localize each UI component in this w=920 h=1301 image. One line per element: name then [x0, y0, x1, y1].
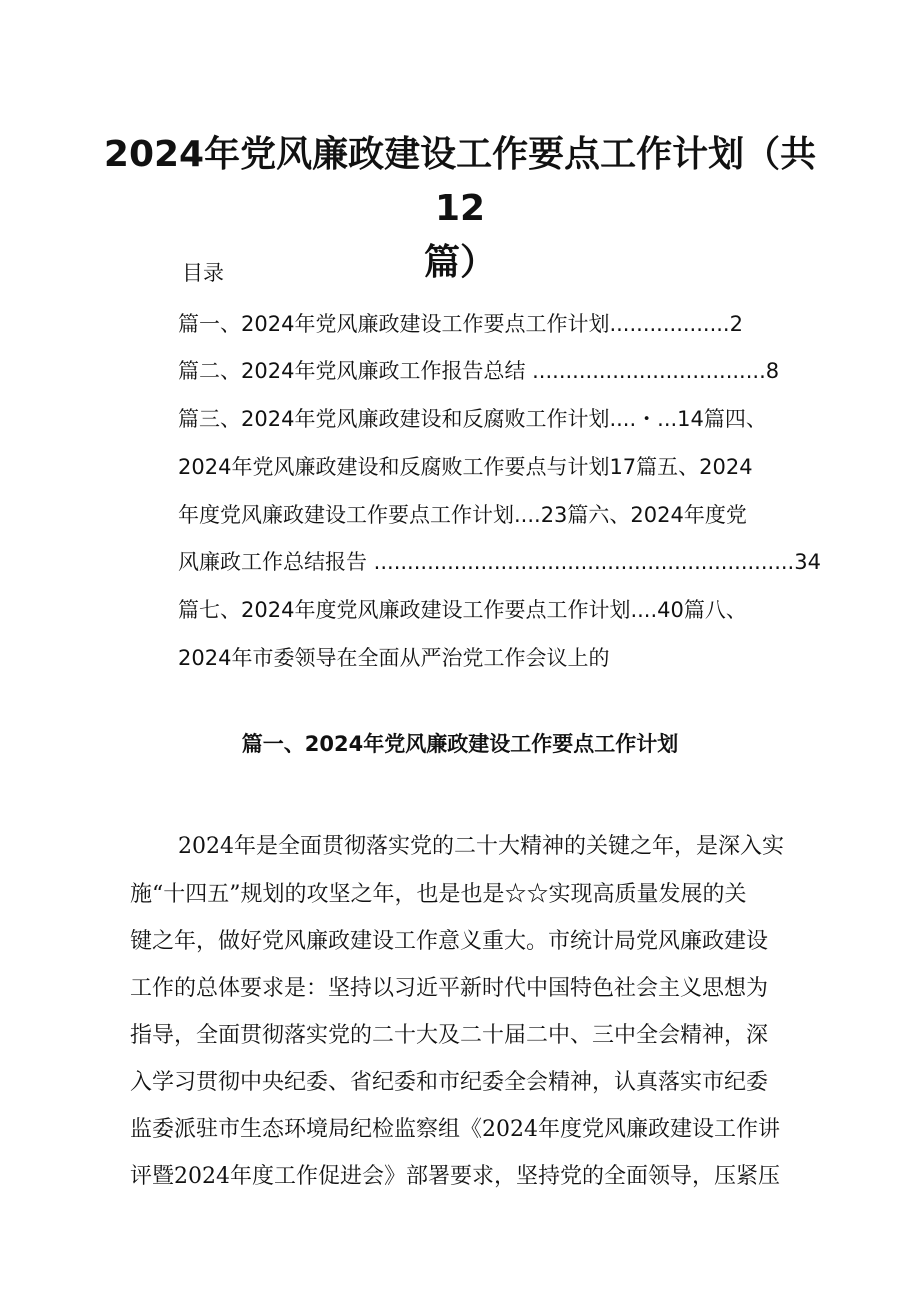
toc-line[interactable]: 篇二、2024年党风廉政工作报告总结 ...................................8	[178, 359, 780, 383]
body-line: 监委派驻市生态环境局纪检监察组《2024年度党风廉政建设工作讲	[130, 1117, 780, 1142]
body-line: 评暨2024年度工作促进会》部署要求，坚持党的全面领导，压紧压	[130, 1164, 780, 1189]
toc-line[interactable]: 风廉政工作总结报告 ...............................................................34	[178, 550, 821, 574]
toc-line[interactable]: 篇七、2024年度党风廉政建设工作要点工作计划....40篇八、	[178, 598, 747, 622]
body-line: 施“十四五”规划的攻坚之年，也是也是☆☆实现高质量发展的关	[130, 882, 747, 907]
title-line-2: 篇）	[423, 242, 496, 283]
body-line: 指导，全面贯彻落实党的二十大及二十届二中、三中全会精神，深	[130, 1023, 769, 1048]
section-heading: 篇一、2024年党风廉政建设工作要点工作计划	[241, 732, 679, 756]
toc-line[interactable]: 年度党风廉政建设工作要点工作计划....23篇六、2024年度党	[178, 503, 747, 527]
body-line: 键之年，做好党风廉政建设工作意义重大。市统计局党风廉政建设	[130, 929, 769, 954]
body-line: 工作的总体要求是：坚持以习近平新时代中国特色社会主义思想为	[130, 976, 769, 1001]
toc-line[interactable]: 2024年市委领导在全面从严治党工作会议上的	[178, 646, 610, 670]
toc-line[interactable]: 2024年党风廉政建设和反腐败工作要点与计划17篇五、2024	[178, 455, 753, 479]
body-line: 入学习贯彻中央纪委、省纪委和市纪委全会精神，认真落实市纪委	[130, 1070, 769, 1095]
toc-line[interactable]: 篇一、2024年党风廉政建设工作要点工作计划..................2	[178, 312, 743, 336]
toc-label: 目录	[182, 261, 224, 285]
title-line-1: 2024年党风廉政建设工作要点工作计划（共12	[103, 134, 817, 229]
body-line: 2024年是全面贯彻落实党的二十大精神的关键之年，是深入实	[178, 834, 784, 859]
toc-line[interactable]: 篇三、2024年党风廉政建设和反腐败工作计划....・...14篇四、	[178, 407, 767, 431]
